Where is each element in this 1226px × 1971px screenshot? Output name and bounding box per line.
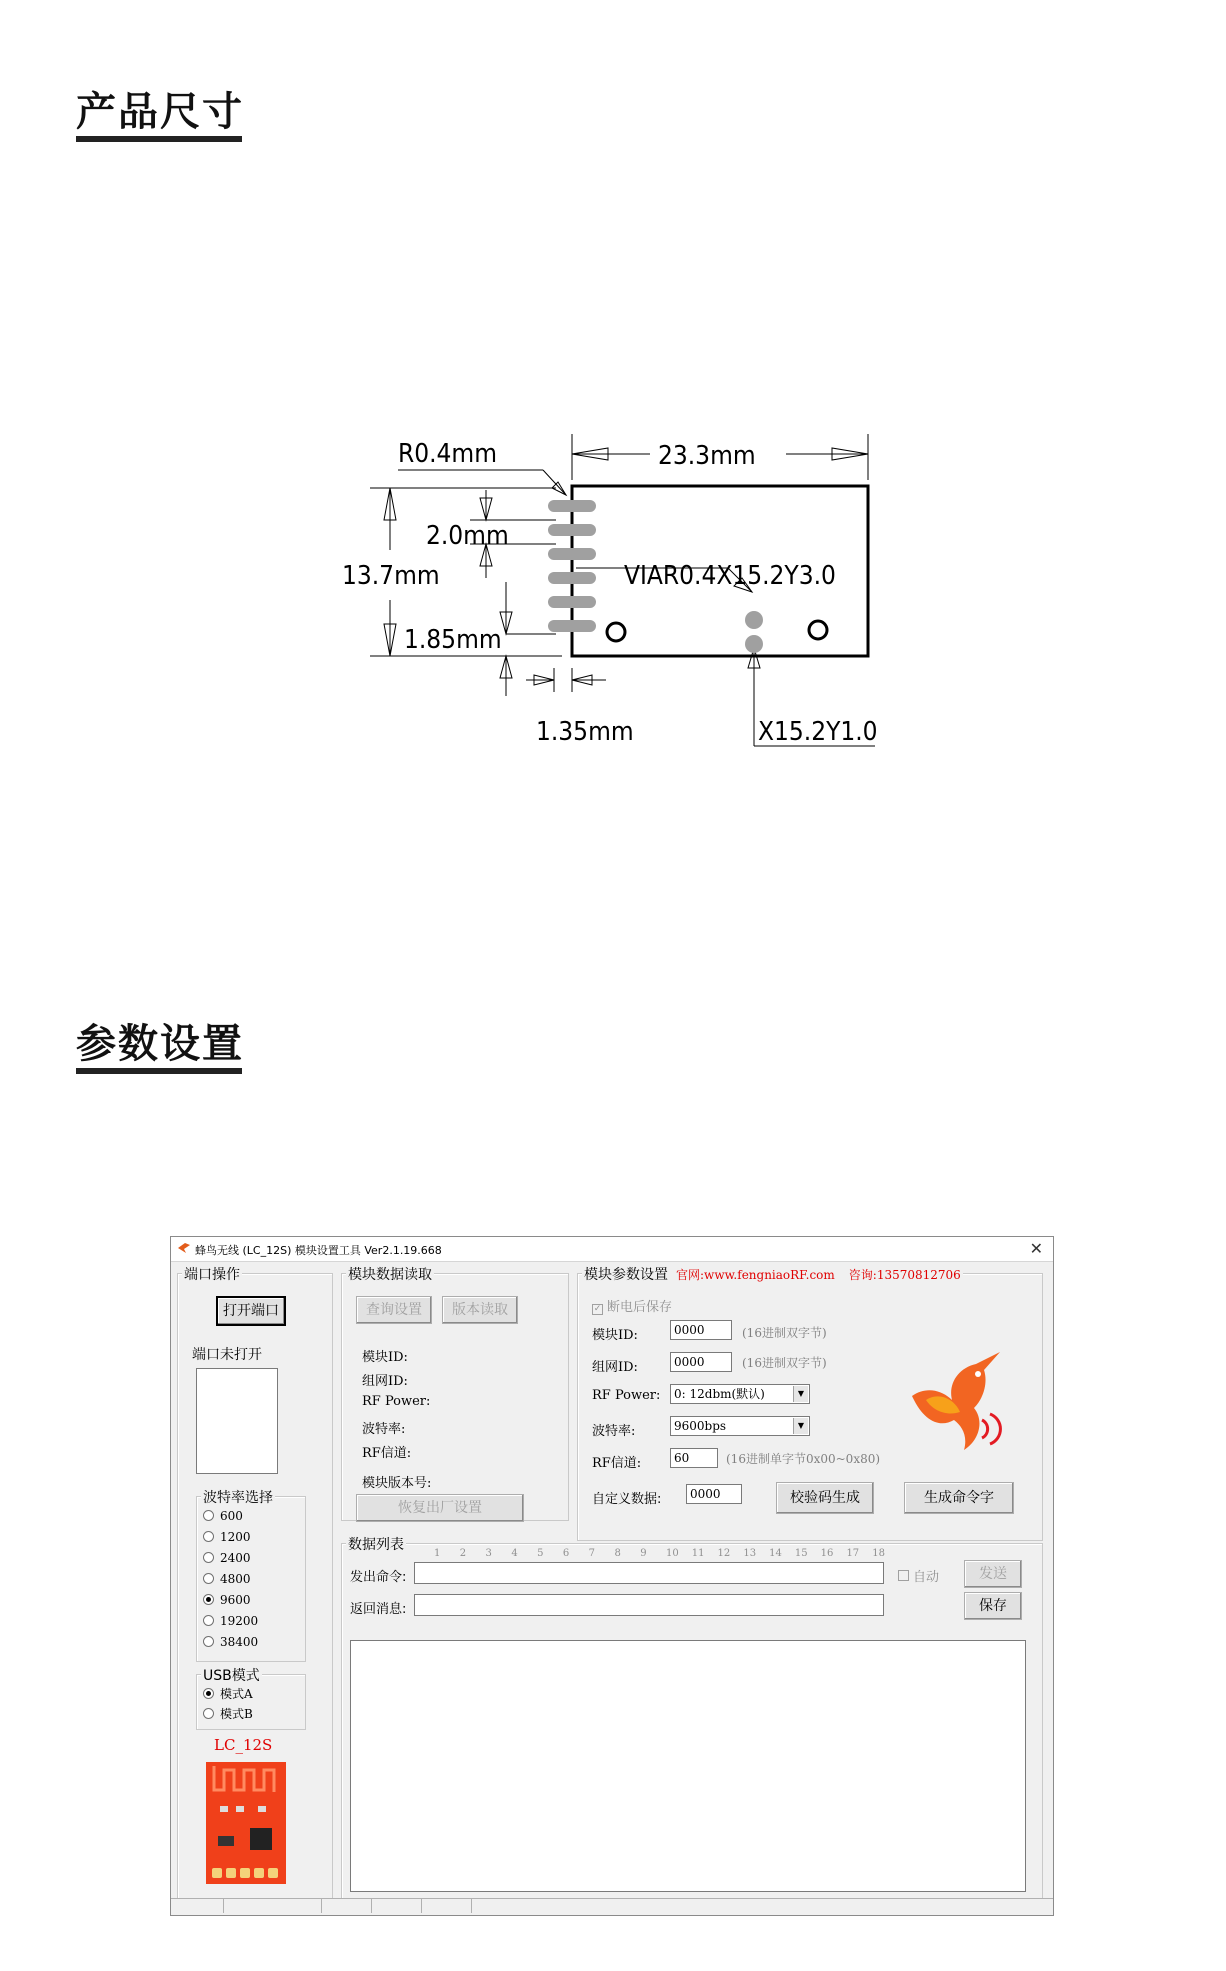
bird-icon xyxy=(177,1242,191,1254)
dimension-drawing xyxy=(330,420,930,780)
channel-hint: (16进制单字节0x00~0x80) xyxy=(726,1452,881,1466)
ruler-number: 11 xyxy=(691,1548,705,1559)
pad-label: 1.35mm xyxy=(536,717,634,747)
ruler-number: 5 xyxy=(537,1548,544,1559)
mount-hole xyxy=(809,621,827,639)
ruler-number: 6 xyxy=(562,1548,570,1559)
baud-group xyxy=(196,1490,306,1662)
ruler-number: 7 xyxy=(588,1548,596,1559)
custom-data-label: 自定义数据: xyxy=(592,1492,662,1507)
channel-input[interactable]: 60 xyxy=(670,1448,718,1468)
baud-label: 波特率: xyxy=(592,1424,636,1439)
save-after-poweroff-checkbox[interactable]: ✓ 断电后保存 xyxy=(593,1300,673,1315)
status-cell xyxy=(421,1899,422,1913)
module-board-image xyxy=(206,1762,286,1884)
pitch-label: 2.0mm xyxy=(426,521,509,551)
section-title-params: 参数设置 xyxy=(76,1021,244,1067)
contact-phone: 咨询:13570812706 xyxy=(848,1268,961,1282)
port-group-label: 端口操作 xyxy=(182,1264,242,1284)
params-group xyxy=(577,1267,1043,1541)
rf-power-select[interactable]: 0: 12dbm(默认) ▼ xyxy=(670,1384,810,1404)
ruler-number: 8 xyxy=(614,1548,621,1559)
byte-ruler xyxy=(434,1548,898,1560)
height-label: 13.7mm xyxy=(342,561,440,591)
read-module-id: 模块ID: xyxy=(362,1350,408,1365)
pad xyxy=(548,548,596,560)
read-version-button[interactable]: 版本读取 xyxy=(442,1296,518,1324)
ruler-number: 14 xyxy=(769,1548,782,1559)
via xyxy=(745,611,763,629)
baud-option-2400[interactable]: 2400 xyxy=(203,1551,251,1565)
pad xyxy=(548,524,596,536)
ruler-number: 18 xyxy=(872,1548,885,1559)
pad xyxy=(548,596,596,608)
open-port-button[interactable]: 打开端口 xyxy=(216,1296,286,1326)
read-group-label: 模块数据读取 xyxy=(346,1264,434,1284)
mount-hole xyxy=(607,623,625,641)
section-underline xyxy=(76,1068,242,1074)
close-icon[interactable]: ✕ xyxy=(1029,1239,1043,1258)
ruler-number: 15 xyxy=(794,1548,808,1559)
group-id-hint: (16进制双字节) xyxy=(742,1356,827,1370)
r-label: R0.4mm xyxy=(398,439,498,469)
ruler-number: 2 xyxy=(459,1548,467,1559)
port-status: 端口未打开 xyxy=(192,1347,262,1363)
return-message-label: 返回消息: xyxy=(350,1602,407,1617)
baud-group-label: 波特率选择 xyxy=(201,1487,275,1507)
pad xyxy=(548,500,596,512)
ruler-number: 12 xyxy=(717,1548,731,1559)
port-listbox[interactable] xyxy=(196,1368,278,1474)
ruler-number: 9 xyxy=(640,1548,647,1559)
data-list-group-label: 数据列表 xyxy=(346,1534,406,1554)
module-id-input[interactable]: 0000 xyxy=(670,1320,732,1340)
read-channel: RF信道: xyxy=(362,1446,412,1461)
product-label: LC_12S xyxy=(214,1736,273,1754)
read-version: 模块版本号: xyxy=(362,1476,432,1491)
status-bar xyxy=(171,1898,1053,1915)
ruler-number: 17 xyxy=(846,1548,860,1559)
ruler-number: 10 xyxy=(666,1548,679,1559)
status-cell xyxy=(321,1899,322,1913)
ruler-number: 16 xyxy=(820,1548,834,1559)
params-group-label: 模块参数设置 xyxy=(584,1267,668,1283)
query-settings-button[interactable]: 查询设置 xyxy=(356,1296,432,1324)
custom-data-input[interactable]: 0000 xyxy=(686,1484,742,1504)
data-log-area[interactable] xyxy=(350,1640,1026,1892)
baud-option-9600[interactable]: 9600 xyxy=(203,1593,251,1607)
restore-defaults-button[interactable]: 恢复出厂设置 xyxy=(356,1494,524,1522)
bottom-label: 1.85mm xyxy=(404,625,502,655)
ruler-number: 13 xyxy=(743,1548,757,1559)
save-button[interactable]: 保存 xyxy=(964,1592,1022,1620)
section-title-size: 产品尺寸 xyxy=(76,89,244,135)
baud-option-1200[interactable]: 1200 xyxy=(203,1530,251,1544)
usb-group xyxy=(196,1668,306,1730)
channel-label: RF信道: xyxy=(592,1456,642,1471)
port-group xyxy=(177,1267,333,1909)
auto-checkbox[interactable]: 自动 xyxy=(898,1566,939,1585)
read-rf-power: RF Power: xyxy=(362,1394,431,1409)
send-command-input[interactable] xyxy=(414,1562,884,1584)
via xyxy=(745,635,763,653)
group-id-label: 组网ID: xyxy=(592,1360,638,1375)
send-command-label: 发出命令: xyxy=(350,1570,407,1585)
pad xyxy=(548,620,596,632)
generate-command-button[interactable]: 生成命令字 xyxy=(904,1482,1014,1514)
module-id-hint: (16进制双字节) xyxy=(742,1326,827,1340)
checksum-button[interactable]: 校验码生成 xyxy=(776,1482,874,1514)
hummingbird-logo xyxy=(904,1346,1010,1456)
title-bar xyxy=(171,1237,1053,1262)
baud-option-600[interactable]: 600 xyxy=(203,1509,243,1523)
status-cell xyxy=(371,1899,372,1913)
baud-option-19200[interactable]: 19200 xyxy=(203,1614,258,1628)
usb-option-a[interactable]: 模式A xyxy=(203,1685,253,1702)
ruler-number: 3 xyxy=(485,1548,492,1559)
width-label: 23.3mm xyxy=(658,441,756,471)
read-group xyxy=(341,1267,569,1521)
status-cell xyxy=(471,1899,472,1913)
ruler-number: 1 xyxy=(434,1548,441,1559)
read-group-id: 组网ID: xyxy=(362,1374,408,1389)
group-id-input[interactable]: 0000 xyxy=(670,1352,732,1372)
send-button[interactable]: 发送 xyxy=(964,1560,1022,1588)
website-link[interactable]: 官网:www.fengniaoRF.com xyxy=(676,1268,835,1282)
usb-group-label: USB模式 xyxy=(201,1665,262,1685)
return-message-input[interactable] xyxy=(414,1594,884,1616)
baud-option-38400[interactable]: 38400 xyxy=(203,1635,258,1649)
x-label: X15.2Y1.0 xyxy=(758,717,878,747)
window-title: 蜂鸟无线 (LC_12S) 模块设置工具 Ver2.1.19.668 xyxy=(195,1244,442,1257)
via-label: VIAR0.4X15.2Y3.0 xyxy=(624,561,836,591)
baud-option-4800[interactable]: 4800 xyxy=(203,1572,251,1586)
read-baud: 波特率: xyxy=(362,1422,406,1437)
section-underline xyxy=(76,136,242,142)
module-id-label: 模块ID: xyxy=(592,1328,638,1343)
rf-power-label: RF Power: xyxy=(592,1388,661,1403)
settings-window xyxy=(170,1236,1054,1916)
data-list-group xyxy=(341,1537,1043,1907)
ruler-number: 4 xyxy=(511,1548,518,1559)
status-cell xyxy=(223,1899,224,1913)
chevron-down-icon[interactable]: ▼ xyxy=(793,1418,808,1434)
usb-option-b[interactable]: 模式B xyxy=(203,1705,253,1722)
baud-select[interactable]: 9600bps ▼ xyxy=(670,1416,810,1436)
chevron-down-icon[interactable]: ▼ xyxy=(793,1386,808,1402)
pad xyxy=(548,572,596,584)
